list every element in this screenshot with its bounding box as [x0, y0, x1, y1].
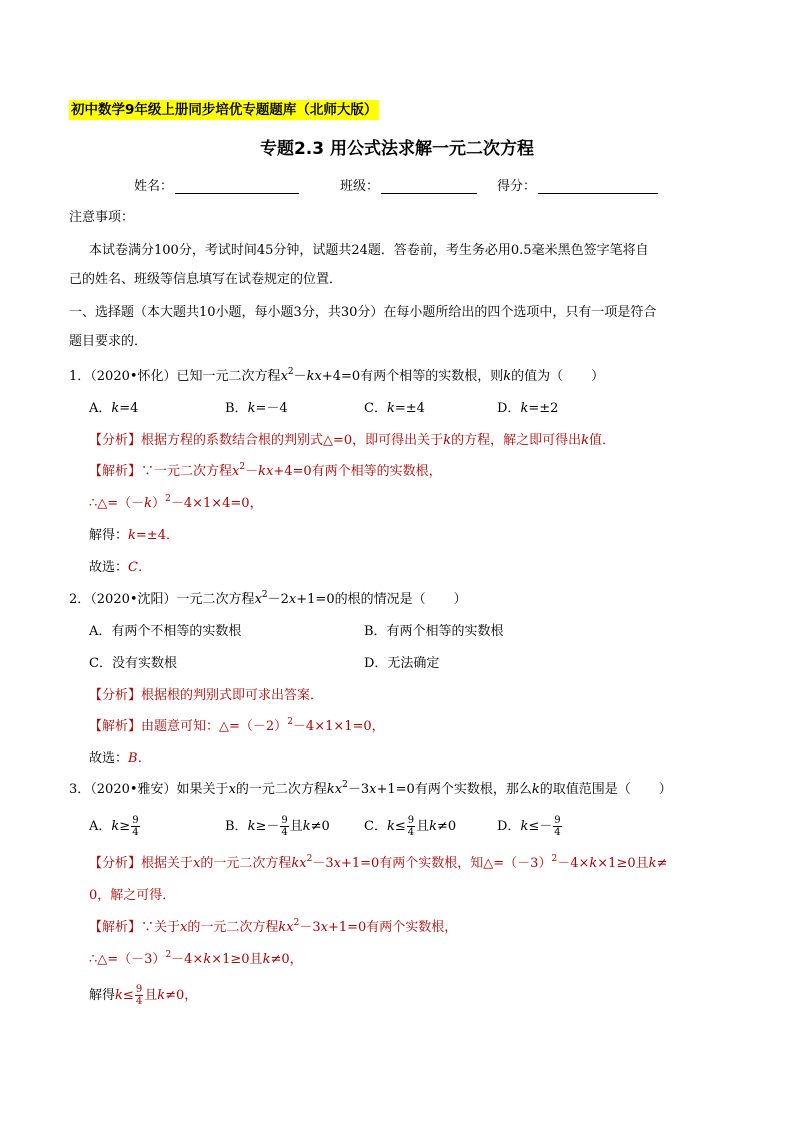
section-heading-1: 一、选择题（本大题共10小题，每小题3分，共30分）在每小题所给出的四个选项中，只有一项是符合	[69, 305, 657, 320]
q2-option-b[interactable]: B．有两个相等的实数根	[364, 624, 504, 639]
q3-step-1: $\therefore\triangle=(-3)^2-4\times k\times 1\ge 0$且k≠0，	[89, 950, 303, 967]
score-blank[interactable]	[538, 179, 658, 194]
name-blank[interactable]	[175, 179, 299, 194]
score-field[interactable]	[497, 175, 658, 194]
q1-answer: 故选：C．	[89, 560, 151, 575]
q2-option-a[interactable]: A．有两个不相等的实数根	[89, 624, 242, 639]
q3-analysis-2: 0，解之可得．	[89, 888, 176, 903]
notice-text-2: 己的姓名、班级等信息填写在试卷规定的位置．	[69, 272, 343, 287]
q1-text-c: 的值为（	[511, 369, 564, 384]
class-field[interactable]	[340, 175, 477, 194]
student-info-line	[0, 175, 794, 197]
q1-text-a: 已知一元二次方程	[176, 369, 281, 384]
q3-option-d[interactable]: D．k≤－ $\frac{9}{4}$	[497, 815, 561, 838]
q2-source: （2020•沈阳）	[90, 592, 177, 607]
q1-solution: 【解析】∵一元二次方程$x^2-kx+4=0$有两个相等的实数根，	[89, 462, 442, 479]
class-blank[interactable]	[381, 179, 477, 194]
section-heading-2: 题目要求的．	[69, 334, 148, 349]
q1-number: 1．	[69, 369, 91, 384]
q2-option-c[interactable]: C．没有实数根	[89, 656, 177, 671]
series-header: 初中数学9年级上册同步培优专题题库（北师大版）	[71, 102, 378, 118]
q2-option-d[interactable]: D．无法确定	[364, 656, 440, 671]
q3-option-a[interactable]: A．k≥ $\frac{9}{4}$	[89, 815, 139, 838]
q2-answer: 故选：B．	[89, 751, 151, 766]
q3-option-c[interactable]: C．k≤ $\frac{9}{4}$ 且k≠0	[364, 815, 457, 838]
q3-solution: 【解析】∵关于x的一元二次方程$kx^2-3x+1=0$有两个实数根，	[89, 918, 458, 935]
name-label: 姓名：	[134, 179, 174, 194]
q1-option-c[interactable]: C．k=±4	[364, 401, 425, 416]
class-label: 班级：	[340, 179, 380, 194]
q3-option-b[interactable]: B．k≥－ $\frac{9}{4}$ 且k≠0	[225, 815, 330, 838]
solution-tag: 【解析】	[89, 464, 142, 479]
q1-source: （2020•怀化）	[90, 369, 177, 384]
q1-text-b: 有两个相等的实数根，则	[360, 369, 504, 384]
q1-step-1: $\therefore\triangle=(-k)^2-4\times 1\times 4=0$，	[89, 494, 263, 511]
name-field[interactable]	[134, 175, 299, 194]
score-label: 得分：	[497, 179, 537, 194]
q1-option-d[interactable]: D．k=±2	[497, 401, 559, 416]
q1-text-d: ）	[591, 369, 605, 384]
q1-option-a[interactable]: A．k=4	[89, 401, 139, 416]
q2-analysis: 【分析】根据根的判别式即可求出答案．	[89, 688, 324, 703]
q2-number: 2．	[69, 592, 91, 607]
q3-stem: 3．（2020•雅安）如果关于x的一元二次方程$kx^2-3x+1=0$有两个实数根，那么k的取值范围是（ ）	[69, 780, 672, 797]
q1-analysis: 【分析】根据方程的系数结合根的判别式△=0，即可得出关于k的方程，解之即可得出k值．	[89, 433, 615, 448]
q1-option-b[interactable]: B．k=－4	[225, 401, 288, 416]
q3-analysis-1: 【分析】根据关于x的一元二次方程$kx^2-3x+1=0$有两个实数根，知$\triangle=(-3)^2-4\times k\times 1\ge 0$且k≠	[89, 854, 668, 871]
notice-text-1: 本试卷满分100分，考试时间45分钟，试题共24题．答卷前，考生务必用0.5毫米黑色签字笔将自	[89, 243, 649, 258]
q1-stem: 1．（2020•怀化）已知一元二次方程$x^2-kx+4=0$有两个相等的实数根，则k的值为（ ）	[69, 367, 605, 384]
q3-step-2: 解得k≤ $\frac{9}{4}$ 且k≠0，	[89, 984, 198, 1007]
q2-solution: 【解析】由题意可知：$\triangle=(-2)^2-4\times 1\times 1=0$，	[89, 717, 385, 734]
notice-label: 注意事项：	[69, 210, 135, 225]
q2-stem: 2．（2020•沈阳）一元二次方程$x^2-2x+1=0$的根的情况是（ ）	[69, 590, 467, 607]
q1-step-2: 解得：k=±4．	[89, 528, 179, 543]
analysis-tag: 【分析】	[89, 433, 142, 448]
page-title: 专题2.3 用公式法求解一元二次方程	[259, 139, 535, 159]
